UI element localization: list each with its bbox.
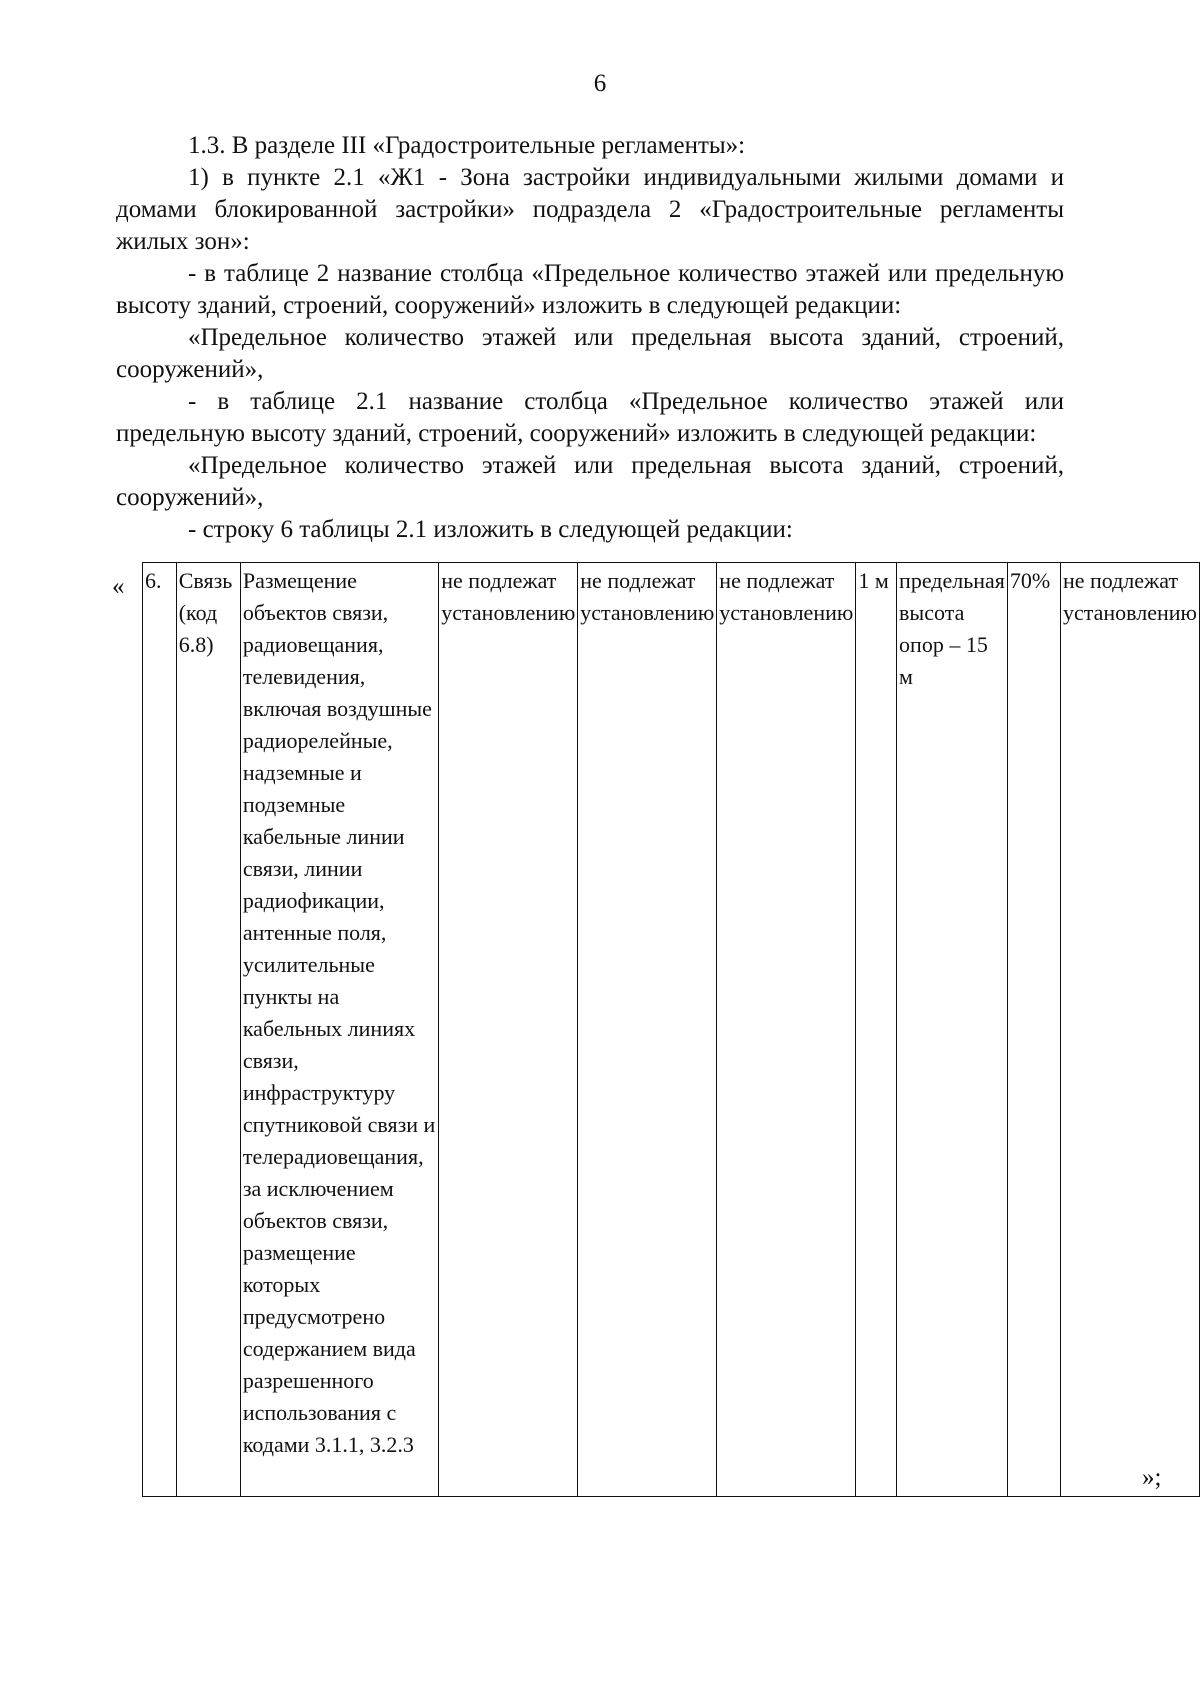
document-body [116, 130, 1064, 546]
cell-value: не подлежат установлению [439, 563, 578, 1497]
closing-quote: »; [1142, 1464, 1162, 1491]
paragraph-row-6-intro: - строку 6 таблицы 2.1 изложить в следующей редакции: [188, 516, 793, 543]
cell-use-type-description: Размещение объектов связи, радиовещания, телевидения, включая воздушные радиорелейные, надземные и подземные кабельные линии связи, линии радиофикации, антенные поля, усилительные пункты на кабельных линиях связи, инфраструктуру спутниковой связи и телерадиовещания, за исключением объектов связи, размещение которых предусмотрено содержанием вида разрешенного использования с кодами 3.1.1, 3.2.3 [240, 563, 438, 1497]
cell-row-number: 6. [143, 563, 177, 1497]
cell-max-height: предельная высота опор – 15 м [897, 563, 1008, 1497]
cell-value: не подлежат установлению [1060, 563, 1199, 1497]
paragraph-table-2-1-column: - в таблице 2.1 название столбца «Предельное количество этажей или предельную высоту зданий, строений, сооружений» изложить в следующей редакции: [116, 388, 1064, 447]
cell-value: не подлежат установлению [717, 563, 856, 1497]
cell-value: не подлежат установлению [578, 563, 717, 1497]
page-number: 6 [593, 70, 607, 97]
opening-quote: « [112, 573, 125, 600]
paragraph-section-heading: 1.3. В разделе III «Градостроительные регламенты»: [188, 132, 746, 159]
paragraph-new-column-name-1: «Предельное количество этажей или предельная высота зданий, строений, сооружений», [116, 324, 1064, 383]
regulation-table [142, 562, 1200, 1497]
cell-min-setback: 1 м [856, 563, 897, 1497]
paragraph-point-2-1: 1) в пункте 2.1 «Ж1 - Зона застройки индивидуальными жилыми домами и домами блокированной застройки» подраздела 2 «Градостроительные регламенты жилых зон»: [116, 164, 1064, 255]
paragraph-table-2-column: - в таблице 2 название столбца «Предельное количество этажей или предельную высоту зданий, строений, сооружений» изложить в следующей редакции: [116, 260, 1064, 319]
table-row [143, 563, 1200, 1497]
cell-max-coverage: 70% [1007, 563, 1060, 1497]
paragraph-new-column-name-2: «Предельное количество этажей или предельная высота зданий, строений, сооружений», [116, 452, 1064, 511]
cell-use-type-name: Связь (код 6.8) [176, 563, 240, 1497]
